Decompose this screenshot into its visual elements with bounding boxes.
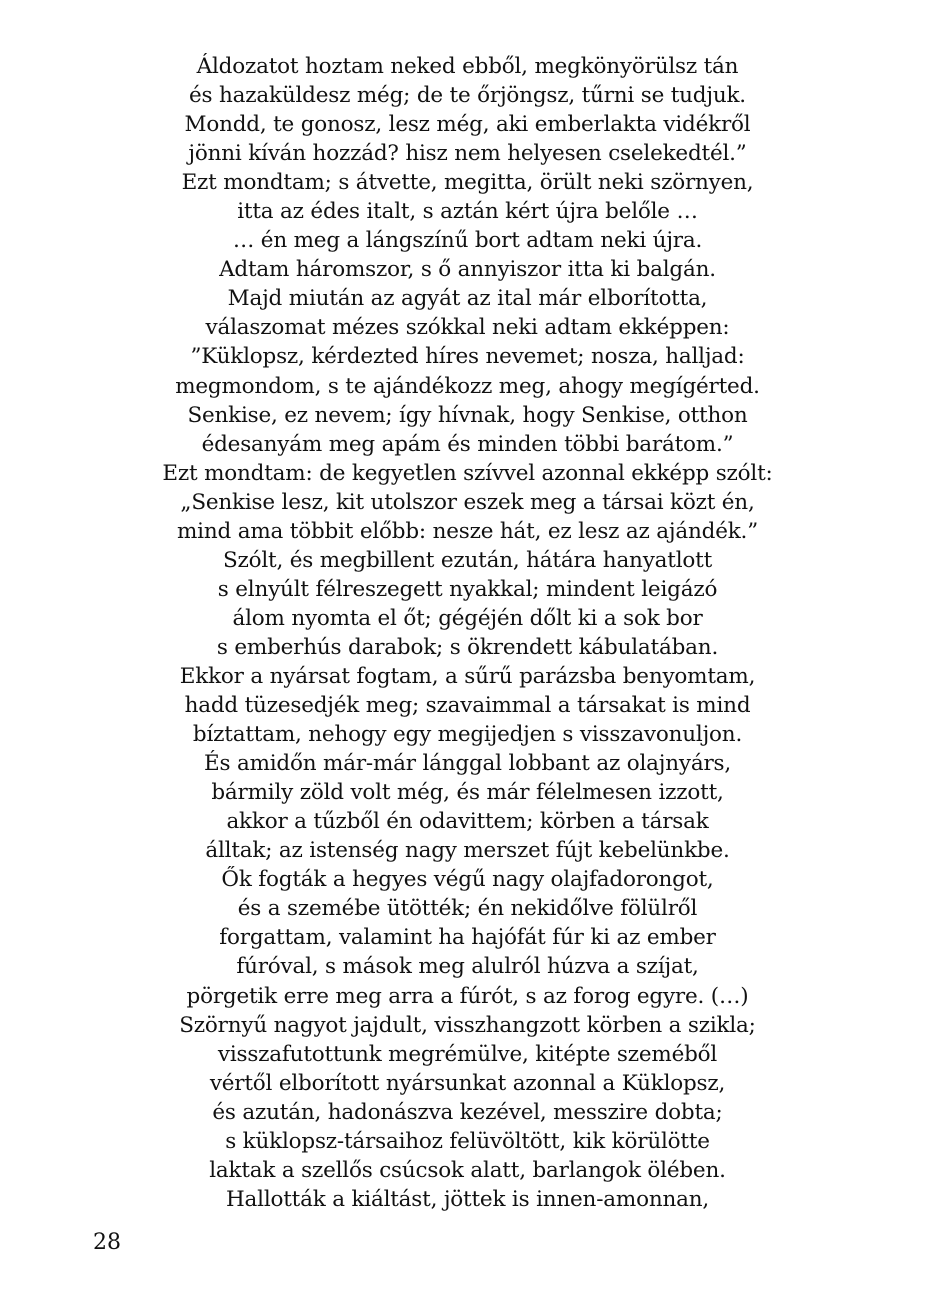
poem-line: álom nyomta el őt; gégéjén dőlt ki a sok bor	[232, 605, 703, 631]
poem-line: … én meg a lángszínű bort adtam neki újra.	[232, 228, 703, 254]
poem-line: akkor a tűzből én odavittem; körben a társak	[226, 809, 709, 835]
page-number: 28	[93, 1230, 121, 1255]
poem-line: Senkise, ez nevem; így hívnak, hogy Senkise, otthon	[187, 402, 748, 428]
poem-line: visszafutottunk megrémülve, kitépte szeméből	[217, 1041, 718, 1067]
poem-line: hadd tüzesedjék meg; szavaimmal a társakat is mind	[184, 693, 751, 719]
poem-line: „Senkise lesz, kit utolszor eszek meg a társai közt én,	[180, 489, 755, 515]
poem-line: és a szemébe ütötték; én nekidőlve fölülről	[237, 896, 698, 922]
poem-line: fúróval, s mások meg alulról húzva a szíjat,	[236, 954, 699, 980]
poem-line: és hazaküldesz még; de te őrjöngsz, tűrni se tudjuk.	[189, 83, 746, 109]
poem-line: édesanyám meg apám és minden többi barátom.”	[201, 431, 734, 457]
poem-line: Ezt mondtam; s átvette, megitta, örült neki szörnyen,	[181, 170, 754, 196]
poem-line: mind ama többit előbb: nesze hát, ez lesz az ajándék.”	[177, 518, 758, 544]
poem-line: álltak; az istenség nagy merszet fújt kebelünkbe.	[205, 838, 730, 864]
poem-line: Majd miután az agyát az ital már elborította,	[227, 286, 708, 312]
poem-line: Áldozatot hoztam neked ebből, megkönyörülsz tán	[196, 54, 739, 79]
poem-line: és azután, hadonászva kezével, messzire dobta;	[212, 1099, 723, 1125]
poem-line: Ekkor a nyársat fogtam, a sűrű parázsba benyomtam,	[179, 663, 756, 689]
poem-line: És amidőn már-már lánggal lobbant az olajnyárs,	[203, 751, 732, 777]
poem-line: bíztattam, nehogy egy megijedjen s visszavonuljon.	[192, 722, 743, 748]
poem-line: bármily zöld volt még, és már félelmesen izzott,	[211, 780, 724, 806]
poem-line: laktak a szellős csúcsok alatt, barlangok ölében.	[209, 1157, 726, 1183]
poem-text	[0, 52, 935, 1214]
poem-line: Hallották a kiáltást, jöttek is innen-amonnan,	[225, 1186, 710, 1212]
poem-line: s küklopsz-társaihoz felüvöltött, kik körülötte	[225, 1128, 710, 1154]
poem-line: Szólt, és megbillent ezután, hátára hanyatlott	[222, 547, 713, 573]
poem-line: Szörnyű nagyot jajdult, visszhangzott körben a szikla;	[179, 1012, 756, 1038]
poem-line: jönni kíván hozzád? hisz nem helyesen cselekedtél.”	[188, 141, 747, 167]
poem-line: s emberhús darabok; s ökrendett kábulatában.	[216, 634, 719, 660]
poem-line: Mondd, te gonosz, lesz még, aki emberlakta vidékről	[184, 112, 751, 138]
poem-line: Ezt mondtam: de kegyetlen szívvel azonnal ekképp szólt:	[162, 460, 773, 486]
poem-line: pörgetik erre meg arra a fúrót, s az forog egyre. (…)	[186, 983, 749, 1009]
poem-line: forgattam, valamint ha hajófát fúr ki az ember	[219, 925, 716, 951]
poem-line: itta az édes italt, s aztán kért újra belőle …	[237, 199, 698, 225]
poem-line: megmondom, s te ajándékozz meg, ahogy megígérted.	[175, 373, 760, 399]
poem-line: válaszomat mézes szókkal neki adtam ekképpen:	[205, 315, 730, 341]
poem-line: Ők fogták a hegyes végű nagy olajfadorongot,	[221, 867, 714, 893]
poem-line: s elnyúlt félreszegett nyakkal; mindent leigázó	[217, 576, 718, 602]
poem-line: vértől elborított nyársunkat azonnal a Küklopsz,	[209, 1070, 726, 1096]
poem-line: Adtam háromszor, s ő annyiszor itta ki balgán.	[219, 257, 716, 283]
poem-line: ”Küklopsz, kérdezted híres nevemet; nosza, halljad:	[190, 344, 745, 370]
